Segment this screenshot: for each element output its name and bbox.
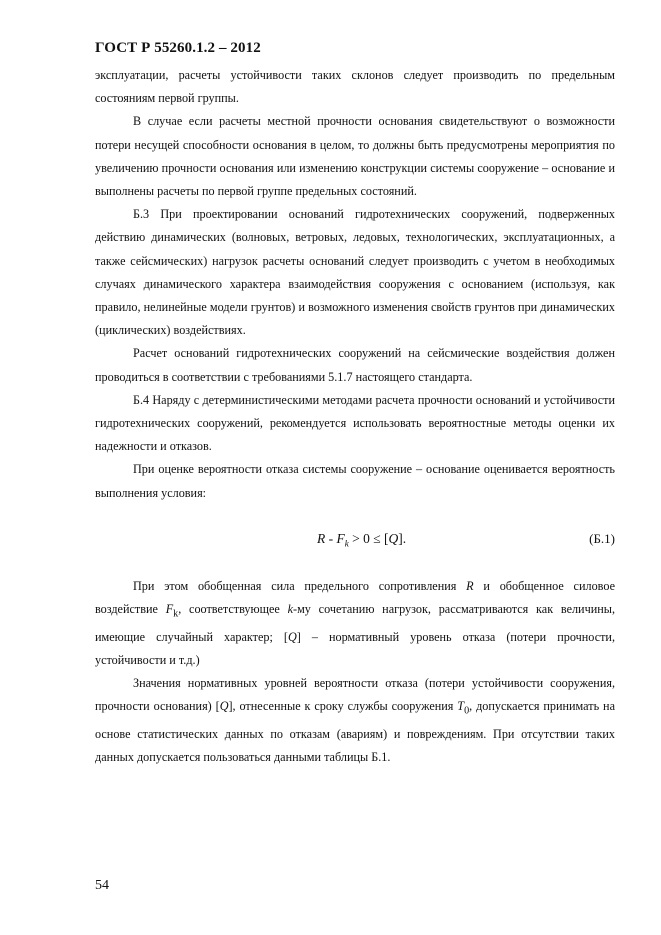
paragraph-local-strength: В случае если расчеты местной прочности основания свидетельствуют о возможности потери несущей способности основания в целом, то должны быть предусмотрены мероприятия по увеличению прочности основания или изменению конструкции системы сооружение – основание и выполнены расчеты по первой группе предельных состояний.: [95, 114, 615, 199]
formula-b1: [95, 505, 615, 575]
document-body: [95, 64, 615, 769]
paragraph-b3: Б.3 При проектировании оснований гидротехнических сооружений, подверженных действию динамических (волновых, ветровых, ледовых, технологических, эксплуатационных, а также сейсмических) нагрузок расчеты оснований следует производить с учетом в необходимых случаях динамического характера взаимодействия сооружения с основанием (используя, как правило, нелинейные модели грунтов) и возможного изменения свойств грунтов при динамических (циклических) воздействиях.: [95, 207, 615, 338]
paragraph-b4: Б.4 Наряду с детерминистическими методами расчета прочности оснований и устойчивости гидротехнических сооружений, рекомендуется использовать вероятностные методы оценки их надежности и отказов.: [95, 392, 615, 454]
paragraph-seismic: Расчет оснований гидротехнических сооружений на сейсмические воздействия должен проводиться в соответствии с требованиями 5.1.7 настоящего стандарта.: [95, 346, 615, 384]
paragraph-failure-probability: При оценке вероятности отказа системы сооружение – основание оценивается вероятность выполнения условия:: [95, 462, 615, 500]
formula-number: (Б.1): [589, 530, 615, 546]
formula-expression: $R - F_k > 0 \le [Q]$.: [317, 530, 407, 549]
paragraph-continuation: эксплуатации, расчеты устойчивости таких склонов следует производить по предельным состояниям первой группы.: [95, 68, 615, 106]
paragraph-normative-levels: Значения нормативных уровней вероятности отказа (потери устойчивости сооружения, прочности основания) [Q], отнесенные к сроку службы сооружения $T_0$, допускается принимать на основе статистических данных по отказам (авариям) и повреждениям. При отсутствии таких данных допускается пользоваться данными таблицы Б.1.: [95, 676, 615, 765]
page-number: 54: [95, 878, 109, 893]
paragraph-generalized-force: При этом обобщенная сила предельного сопротивления R и обобщенное силовое воздействие $F_k$, соответствующее k-му сочетанию нагрузок, рассматриваются как величины, имеющие случайный характер; [Q] – нормативный уровень отказа (потери прочности, устойчивости и т.д.): [95, 578, 615, 667]
document-header: ГОСТ Р 55260.1.2 – 2012: [95, 40, 261, 56]
